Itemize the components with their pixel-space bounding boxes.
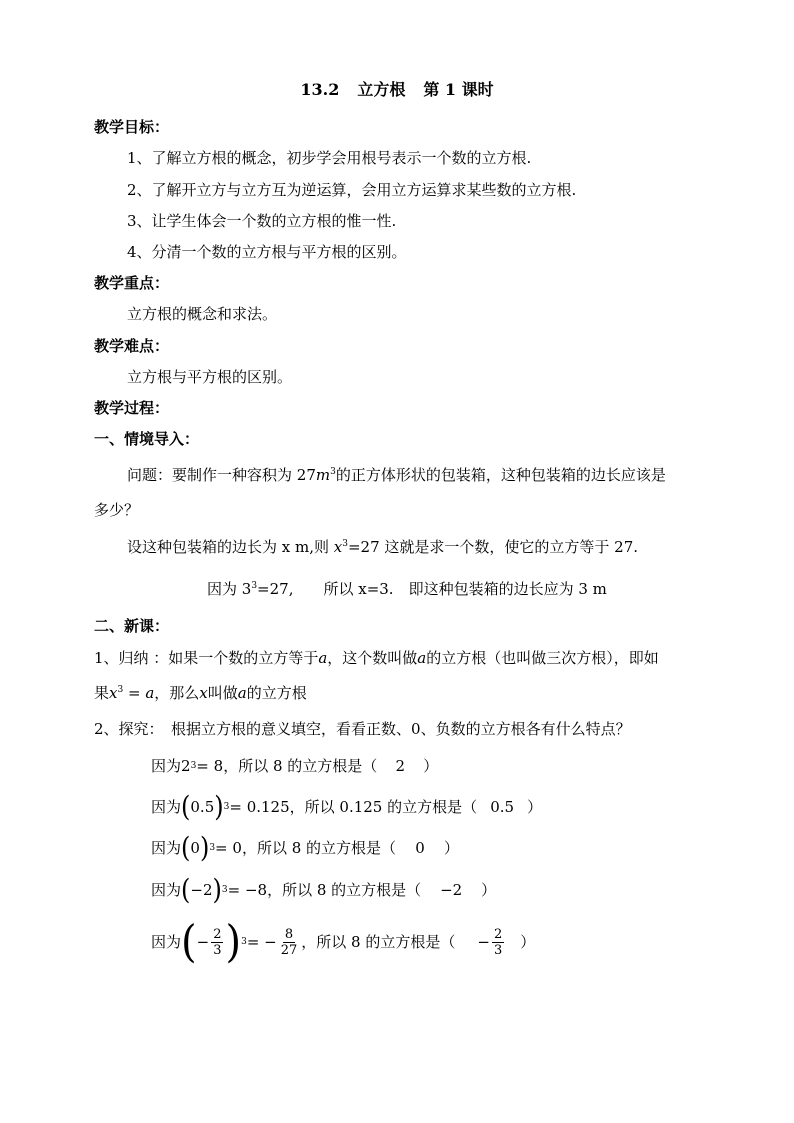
definition-line2-part2: ，那么 [154, 684, 200, 702]
definition-line2-exp: 3 [117, 685, 124, 695]
example-because: 因为 [151, 839, 182, 857]
explore-text: 2、探究： 根据立方根的意义填空，看看正数、0、负数的立方根各有什么特点？ [94, 720, 631, 738]
example-rhs: = 0.125 [229, 798, 290, 816]
definition-line2-a: a [145, 684, 155, 702]
example-close: ） [481, 881, 497, 899]
example-eq: = − [246, 933, 277, 951]
definition-part3: 的立方根（也叫做三次方根），即如 [426, 649, 659, 667]
definition-line2-x2: x [199, 684, 208, 702]
intro-because-exp: 3 [251, 581, 258, 591]
intro-question-line2: 多少？ [94, 501, 140, 519]
example-because: 因为 [151, 881, 182, 899]
example-close: ） [520, 933, 536, 951]
intro-heading: 一、情境导入： [94, 430, 200, 448]
intro-setup-part1: 设这种包装箱的边长为 x m,则 [127, 538, 329, 556]
example-mid: ，所以 8 的立方根是（ [267, 881, 422, 899]
intro-question [127, 465, 666, 485]
example-mid: ，所以 0.125 的立方根是（ [289, 798, 478, 816]
difficulty-text: 立方根与平方根的区别。 [127, 368, 293, 386]
example-inner-fraction: $\frac{2}{3}$ [213, 926, 222, 958]
definition-line2-x: x [109, 684, 118, 702]
newlesson-heading: 二、新课： [94, 617, 170, 635]
intro-setup-part2: =27 这就是求一个数，使它的立方等于 27. [347, 538, 639, 556]
example-because: 因为 [151, 757, 182, 775]
definition-part2: ，这个数叫做 [327, 649, 418, 667]
example-row: 因为 ( 0 ) 3 = 0 ，所以 8 的立方根是（ 0 ） [151, 831, 460, 865]
process-heading: 教学过程： [94, 399, 170, 417]
definition-line2 [94, 683, 307, 703]
example-answer-fraction: $\frac{2}{3}$ [493, 926, 503, 958]
intro-because-part2: =27, 所以 x=3. 即这种包装箱的边长应为 3 m [257, 580, 607, 598]
definition-line2-part4: 的立方根 [246, 684, 307, 702]
definition-line1 [94, 648, 659, 668]
example-rhs: = 0 [215, 839, 242, 857]
lesson-number: 第 1 课时 [423, 80, 494, 99]
difficulty-heading: 教学难点： [94, 337, 170, 355]
example-rhs: = −8 [227, 881, 268, 899]
example-close: ） [423, 757, 439, 775]
example-because: 因为 [151, 798, 182, 816]
page-title [0, 80, 794, 100]
goal-item-3: 3、让学生体会一个数的立方根的惟一性. [127, 212, 397, 230]
intro-setup-exp: 3 [342, 539, 348, 549]
example-answer: 0 [415, 839, 425, 857]
keypoint-heading: 教学重点： [94, 274, 170, 292]
example-base: 0.5 [190, 798, 215, 816]
example-base: −2 [190, 881, 213, 899]
intro-because-part1: 因为 3 [207, 580, 252, 598]
section-name: 立方根 [357, 80, 406, 99]
intro-question-part2: 的正方体形状的包装箱，这种包装箱的边长应该是 [335, 466, 666, 484]
keypoint-text: 立方根的概念和求法。 [127, 305, 278, 323]
intro-question-unit-exp: 3 [330, 467, 336, 477]
example-answer-sign: − [477, 933, 490, 951]
goal-item-2: 2、了解开立方与立方互为逆运算，会用立方运算求某些数的立方根. [127, 181, 577, 199]
example-rhs-fraction: $\frac{8}{27}$ [280, 926, 298, 958]
intro-because [207, 579, 607, 599]
definition-var-a: a [318, 649, 328, 667]
section-number: 13.2 [300, 80, 340, 99]
example-answer: 2 [395, 757, 406, 775]
definition-line2-a2: a [237, 684, 247, 702]
goals-heading: 教学目标： [94, 118, 170, 136]
intro-question-part1: 问题：要制作一种容积为 27 [127, 466, 316, 484]
example-row: 因为 ( −2 ) 3 = −8 ，所以 8 的立方根是（ −2 ） [151, 873, 497, 907]
example-because: 因为 [151, 933, 182, 951]
example-mid: ，所以 8 的立方根是（ [241, 839, 397, 857]
goal-item-4: 4、分清一个数的立方根与平方根的区别。 [127, 243, 407, 261]
example-base: 0 [190, 839, 200, 857]
definition-line2-eq: = [123, 684, 146, 702]
example-mid: ，所以 8 的立方根是（ [223, 757, 378, 775]
example-answer: −2 [440, 881, 463, 899]
definition-var-a-2: a [417, 649, 427, 667]
example-mid: ，所以 8 的立方根是（ [301, 933, 456, 951]
example-row: 因为 2 3 = 8 ，所以 8 的立方根是（ 2 ） [151, 757, 439, 775]
intro-setup [127, 537, 638, 557]
intro-question-unit: m [315, 466, 331, 484]
example-row-fraction: 因为 ( − $\frac{2}{3}$ ) 3 = − $\frac{8}{27}$ ，所以 8 的立方根是（ − $\frac{2}{3}$ ） [151, 916, 536, 968]
definition-line2-part1: 果 [94, 684, 110, 702]
example-close: ） [444, 839, 460, 857]
definition-part1: 1、归纳 ：如果一个数的立方等于 [94, 649, 319, 667]
example-row: 因为 ( 0.5 ) 3 = 0.125 ，所以 0.125 的立方根是（ 0.5 ） [151, 790, 543, 824]
definition-line2-part3: 叫做 [207, 684, 238, 702]
goal-item-1: 1、了解立方根的概念，初步学会用根号表示一个数的立方根. [127, 149, 532, 167]
example-close: ） [527, 798, 543, 816]
example-rhs: = 8 [196, 757, 224, 775]
intro-setup-var: x [333, 538, 343, 556]
example-inner-sign: − [196, 933, 210, 951]
example-answer: 0.5 [490, 798, 515, 816]
example-base: 2 [181, 757, 191, 775]
